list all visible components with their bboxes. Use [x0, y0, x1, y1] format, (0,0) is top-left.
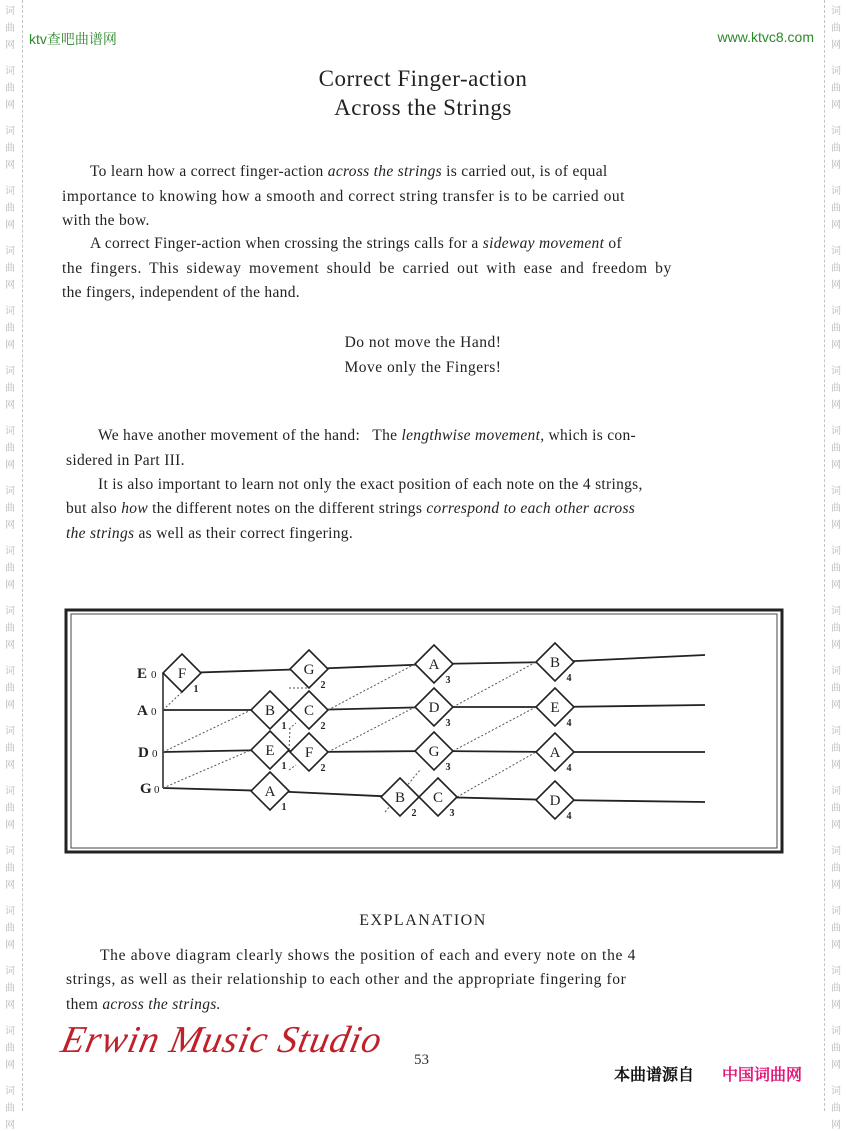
watermark-char: 网	[5, 880, 15, 891]
watermark-char: 曲	[831, 863, 841, 874]
note-name-label: A	[549, 745, 561, 761]
note-name-label: C	[432, 790, 444, 806]
note-name-label: B	[549, 655, 561, 671]
note-name-label: B	[394, 790, 406, 806]
watermark-char: 网	[5, 40, 15, 51]
watermark-char: 曲	[831, 443, 841, 454]
watermark-char: 词	[5, 246, 15, 257]
watermark-char: 词	[5, 906, 15, 917]
watermark-char: 词	[5, 6, 15, 17]
watermark-char: 曲	[831, 983, 841, 994]
watermark-char: 词	[831, 6, 841, 17]
finger-number-label: 4	[566, 673, 572, 684]
watermark-char: 词	[5, 966, 15, 977]
note-name-label: E	[265, 743, 275, 759]
watermark-char: 曲	[831, 1043, 841, 1054]
finger-number-label: 4	[566, 718, 572, 729]
watermark-char: 词	[5, 486, 15, 497]
watermark-char: 网	[831, 700, 841, 711]
text: the different notes on the different strings	[147, 500, 427, 517]
watermark-char: 网	[5, 940, 15, 951]
emphasis: across the strings.	[102, 996, 221, 1013]
note-name-label: G	[303, 662, 315, 678]
header-site-name: ktv查吧曲谱网	[29, 31, 117, 47]
watermark-char: 词	[831, 306, 841, 317]
emphasis: correspond to each other across	[426, 500, 636, 517]
note-name-label: D	[428, 700, 440, 716]
text: of	[604, 235, 622, 252]
finger-number-label: 3	[449, 808, 455, 819]
watermark-char: 网	[831, 940, 841, 951]
watermark-char: 曲	[5, 623, 15, 634]
watermark-char: 网	[831, 820, 841, 831]
watermark-char: 词	[5, 426, 15, 437]
watermark-char: 词	[5, 546, 15, 557]
watermark-char: 词	[831, 786, 841, 797]
watermark-char: 词	[831, 966, 841, 977]
text: as well as their correct fingering.	[134, 525, 354, 542]
watermark-char: 网	[831, 640, 841, 651]
watermark-char: 词	[5, 126, 15, 137]
header-site-url[interactable]: www.ktvc8.com	[717, 29, 814, 45]
finger-number-label: 4	[566, 811, 572, 822]
finger-number-label: 3	[445, 675, 451, 686]
note-name-label: F	[304, 745, 314, 761]
watermark-char: 网	[5, 580, 15, 591]
explanation-line2: strings, as well as their relationship to each other and the appropriate fingering for	[66, 971, 627, 988]
watermark-char: 网	[5, 340, 15, 351]
text: A correct Finger-action when crossing the strings calls for a	[90, 235, 483, 252]
string-name-label: E	[137, 666, 148, 682]
watermark-char: 词	[5, 1026, 15, 1037]
note-name-label: F	[177, 666, 187, 682]
cross-string-dotted-line	[163, 692, 182, 710]
text: To learn how a correct finger-action	[90, 163, 328, 180]
watermark-char: 网	[831, 100, 841, 111]
watermark-char: 网	[831, 400, 841, 411]
emphasis: the strings	[66, 525, 135, 542]
emphasis: how	[121, 500, 148, 517]
finger-number-label: 1	[281, 761, 287, 772]
watermark-char: 曲	[5, 323, 15, 334]
finger-number-label: 1	[281, 721, 287, 732]
watermark-char: 曲	[5, 83, 15, 94]
finger-number-label: 2	[320, 763, 326, 774]
open-string-label: 0	[151, 706, 157, 718]
watermark-char: 网	[5, 520, 15, 531]
page-number: 53	[414, 1052, 429, 1068]
explanation-line1: The above diagram clearly shows the position of each and every note on the 4	[100, 947, 637, 964]
watermark-char: 网	[831, 580, 841, 591]
note-name-label: B	[264, 703, 276, 719]
watermark-char: 词	[831, 906, 841, 917]
watermark-char: 词	[5, 186, 15, 197]
watermark-char: 词	[831, 1026, 841, 1037]
watermark-char: 词	[5, 786, 15, 797]
open-string-label: 0	[151, 669, 157, 681]
note-name-label: G	[428, 744, 440, 760]
source-site-link[interactable]: 中国词曲网	[722, 1065, 803, 1084]
watermark-char: 词	[831, 606, 841, 617]
watermark-char: 曲	[5, 503, 15, 514]
para1-line2: importance to knowing how a smooth and correct string transfer is to be carried out	[62, 188, 626, 205]
finger-number-label: 2	[411, 808, 417, 819]
motto-line2: Move only the Fingers!	[344, 359, 502, 376]
watermark-char: 网	[831, 340, 841, 351]
watermark-char: 词	[831, 246, 841, 257]
cross-string-dotted-line	[453, 662, 536, 707]
watermark-char: 曲	[5, 383, 15, 394]
watermark-char: 词	[831, 366, 841, 377]
watermark-char: 词	[831, 126, 841, 137]
open-string-label: 0	[154, 784, 160, 796]
explanation-line3	[66, 993, 221, 1018]
watermark-char: 曲	[5, 743, 15, 754]
watermark-char: 曲	[831, 923, 841, 934]
note-name-label: A	[264, 784, 276, 800]
watermark-char: 网	[5, 400, 15, 411]
string-name-label: A	[137, 703, 148, 719]
watermark-char: 词	[5, 606, 15, 617]
watermark-char: 曲	[5, 803, 15, 814]
watermark-char: 曲	[831, 1103, 841, 1114]
watermark-char: 曲	[831, 383, 841, 394]
watermark-char: 网	[5, 460, 15, 471]
source-label: 本曲谱源自	[614, 1065, 695, 1084]
watermark-char: 曲	[831, 323, 841, 334]
watermark-char: 曲	[5, 983, 15, 994]
watermark-char: 网	[5, 220, 15, 231]
watermark-char: 网	[831, 160, 841, 171]
watermark-char: 词	[5, 306, 15, 317]
watermark-char: 曲	[5, 23, 15, 34]
watermark-char: 网	[831, 220, 841, 231]
watermark-char: 曲	[5, 563, 15, 574]
text: them	[66, 996, 103, 1013]
watermark-char: 词	[831, 186, 841, 197]
watermark-char: 词	[831, 546, 841, 557]
cross-string-dotted-line	[163, 710, 251, 752]
page-title-line1: Correct Finger-action	[318, 66, 528, 91]
watermark-char: 曲	[5, 683, 15, 694]
watermark-char: 词	[5, 726, 15, 737]
cross-string-dotted-line	[453, 707, 536, 751]
watermark-char: 曲	[5, 203, 15, 214]
watermark-char: 网	[831, 1000, 841, 1011]
string-name-label: G	[140, 781, 152, 797]
watermark-char: 词	[831, 1086, 841, 1097]
cross-string-dotted-line	[328, 664, 415, 710]
para4-line1: It is also important to learn not only the exact position of each note on the 4 strings,	[98, 476, 643, 493]
finger-number-label: 4	[566, 763, 572, 774]
motto-line1: Do not move the Hand!	[344, 334, 502, 351]
para2-line2: the fingers. This sideway movement should be carried out with ease and freedom by	[62, 260, 672, 277]
finger-number-label: 3	[445, 762, 451, 773]
watermark-char: 网	[5, 700, 15, 711]
emphasis: across the strings	[327, 163, 442, 180]
text: but also	[66, 500, 122, 517]
watermark-char: 网	[5, 1000, 15, 1011]
watermark-char: 网	[5, 640, 15, 651]
watermark-char: 曲	[831, 743, 841, 754]
cross-string-dotted-line	[289, 723, 296, 729]
text: is carried out, is of equal	[442, 163, 608, 180]
watermark-char: 曲	[831, 203, 841, 214]
finger-number-label: 3	[445, 718, 451, 729]
watermark-char: 网	[831, 460, 841, 471]
watermark-char: 曲	[831, 803, 841, 814]
studio-signature: Erwin Music Studio	[57, 1019, 387, 1061]
watermark-char: 网	[5, 100, 15, 111]
page-title-line2: Across the Strings	[334, 95, 512, 120]
text: which is con-	[544, 427, 636, 444]
finger-number-label: 1	[193, 684, 199, 695]
watermark-char: 网	[831, 1060, 841, 1071]
watermark-char: 网	[5, 760, 15, 771]
cross-string-dotted-line	[163, 750, 251, 788]
para1-line3: with the bow.	[62, 212, 150, 229]
watermark-char: 曲	[831, 503, 841, 514]
para2-line3: the fingers, independent of the hand.	[62, 284, 300, 301]
watermark-char: 曲	[5, 1043, 15, 1054]
finger-number-label: 2	[320, 680, 326, 691]
note-name-label: D	[549, 793, 561, 809]
note-name-label: A	[428, 657, 440, 673]
watermark-char: 词	[5, 846, 15, 857]
watermark-char: 网	[831, 40, 841, 51]
watermark-char: 曲	[5, 923, 15, 934]
watermark-char: 网	[5, 1120, 15, 1131]
watermark-char: 曲	[5, 863, 15, 874]
text: We have another movement of the hand: The	[98, 427, 402, 444]
diagram-frame-inner	[71, 614, 777, 848]
watermark-char: 网	[831, 280, 841, 291]
watermark-char: 曲	[831, 263, 841, 274]
cross-string-dotted-line	[289, 729, 290, 750]
watermark-char: 词	[5, 66, 15, 77]
watermark-char: 曲	[831, 143, 841, 154]
watermark-char: 词	[831, 66, 841, 77]
watermark-char: 曲	[5, 263, 15, 274]
finger-number-label: 2	[320, 721, 326, 732]
string-name-label: D	[138, 745, 149, 761]
watermark-char: 词	[831, 666, 841, 677]
cross-string-dotted-line	[457, 752, 536, 797]
watermark-char: 网	[831, 520, 841, 531]
watermark-char: 网	[5, 280, 15, 291]
watermark-char: 词	[831, 726, 841, 737]
watermark-char: 网	[831, 880, 841, 891]
watermark-char: 词	[5, 366, 15, 377]
watermark-char: 曲	[5, 443, 15, 454]
watermark-char: 网	[831, 1120, 841, 1131]
watermark-char: 曲	[5, 143, 15, 154]
cross-string-dotted-line	[328, 707, 415, 752]
watermark-char: 网	[831, 760, 841, 771]
watermark-char: 网	[5, 820, 15, 831]
watermark-char: 曲	[831, 83, 841, 94]
watermark-char: 曲	[831, 23, 841, 34]
watermark-char: 词	[5, 666, 15, 677]
cross-string-dotted-line	[289, 765, 296, 770]
watermark-char: 词	[831, 846, 841, 857]
note-name-label: E	[550, 700, 560, 716]
watermark-char: 曲	[5, 1103, 15, 1114]
watermark-char: 网	[5, 160, 15, 171]
open-string-label: 0	[152, 748, 158, 760]
watermark-char: 词	[831, 486, 841, 497]
note-name-label: C	[303, 703, 315, 719]
watermark-char: 曲	[831, 683, 841, 694]
explanation-heading: EXPLANATION	[359, 912, 487, 929]
diagram-frame-outer	[66, 610, 782, 852]
finger-number-label: 1	[281, 802, 287, 813]
watermark-char: 网	[5, 1060, 15, 1071]
watermark-char: 词	[5, 1086, 15, 1097]
watermark-char: 词	[831, 426, 841, 437]
watermark-char: 曲	[831, 563, 841, 574]
para3-line2: sidered in Part III.	[66, 452, 185, 469]
emphasis: lengthwise movement,	[401, 427, 545, 444]
watermark-char: 曲	[831, 623, 841, 634]
emphasis: sideway movement	[482, 235, 605, 252]
